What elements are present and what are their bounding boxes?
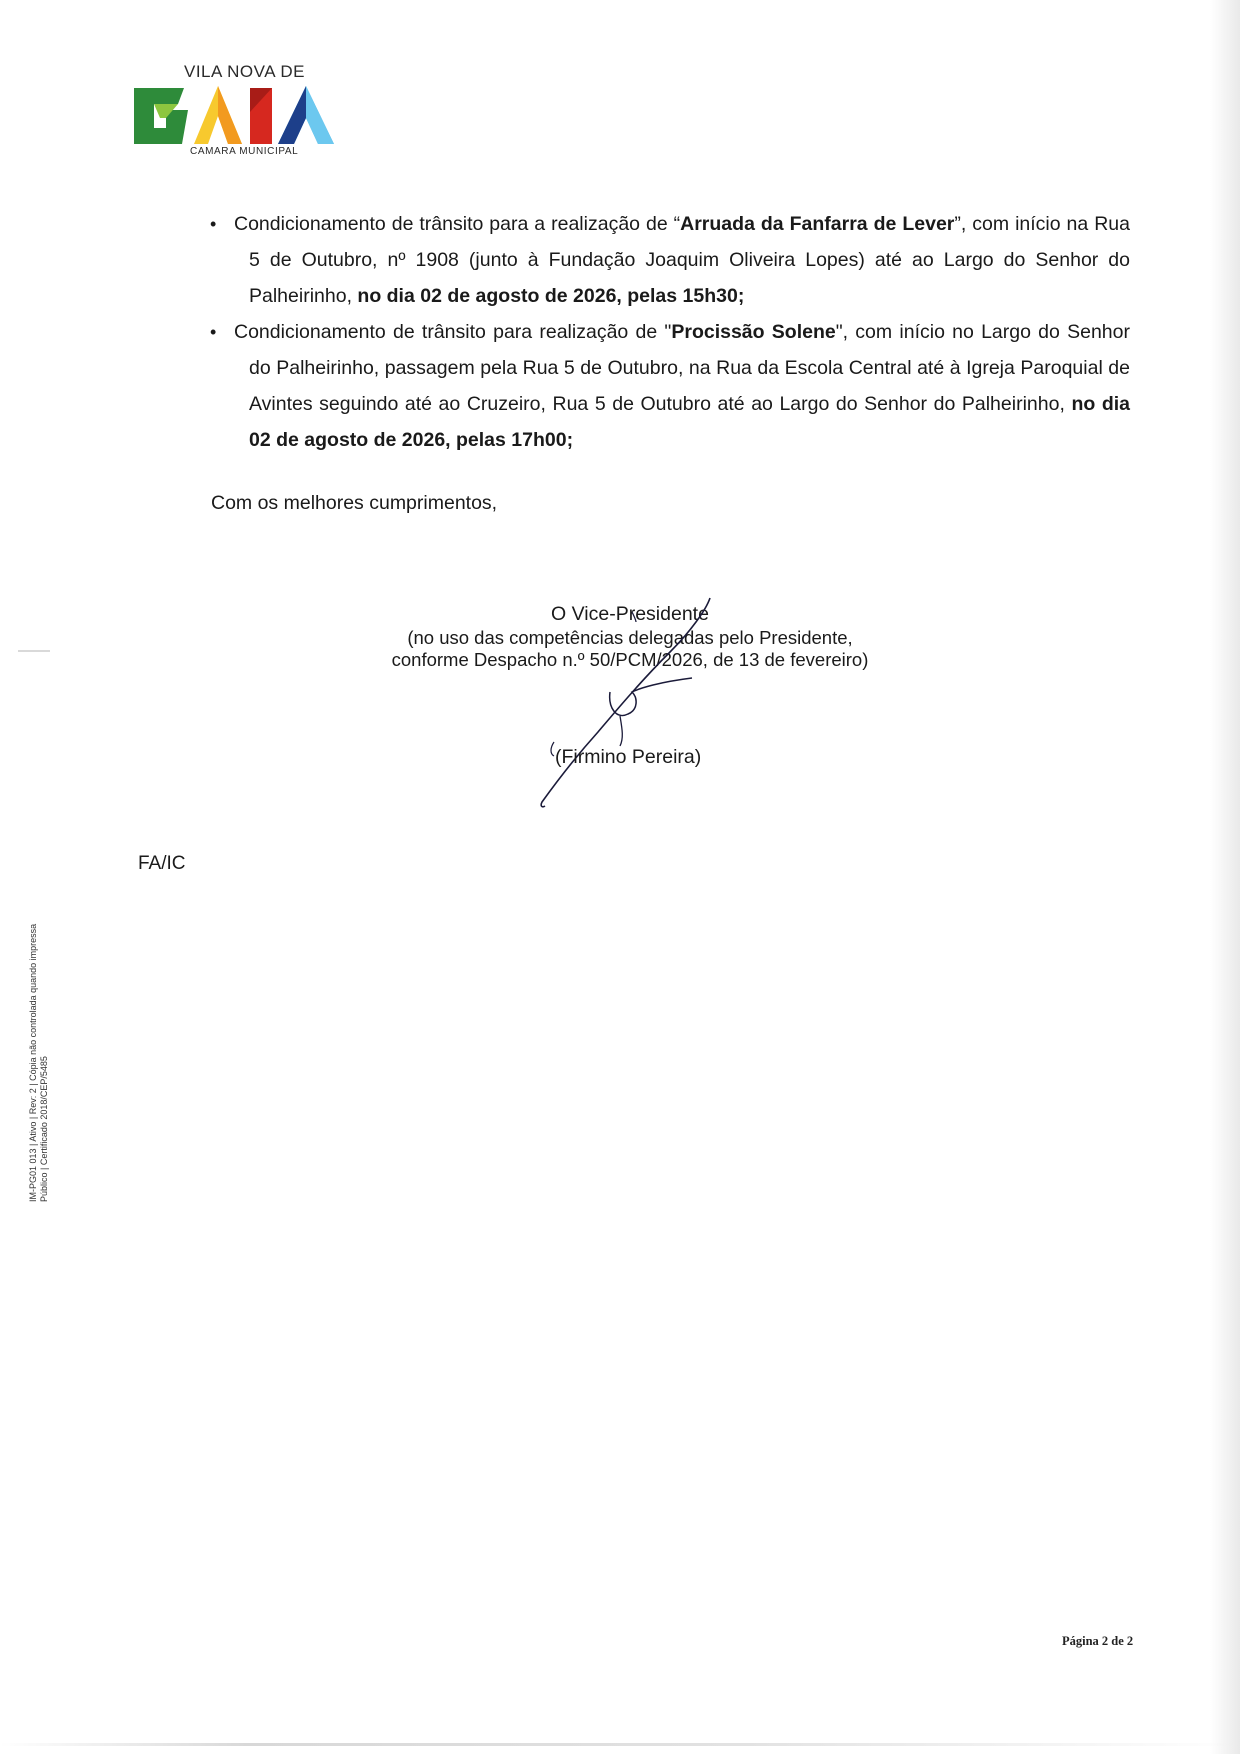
list-item-procissao <box>210 314 1130 458</box>
fold-mark <box>18 650 50 652</box>
items-list <box>210 206 1130 458</box>
signatory-title: O Vice-Presidente <box>551 603 709 625</box>
list-item-arruada <box>210 206 1130 314</box>
event-name: Procissão Solene <box>671 321 836 343</box>
scan-edge-shadow <box>1210 0 1240 1754</box>
page-number: Página 2 de 2 <box>1062 1634 1134 1648</box>
gaia-logo-mark <box>132 84 362 148</box>
delegation-line1: (no uso das competências delegadas pelo Presidente, <box>407 627 853 648</box>
side-control-note <box>28 924 50 1202</box>
handwritten-signature <box>520 592 720 812</box>
bullet-icon: • <box>210 214 217 234</box>
scan-bottom-line <box>0 1743 1240 1746</box>
bullet-icon: • <box>210 322 217 342</box>
item-text: ", com início no Largo do Senhor do Palheirinho, passagem pela Rua 5 de Outubro, na Rua da Escola Central até à Igreja Paroquial de Avintes seguindo até ao Cruzeiro, Rua 5 de Outubro até ao Largo do Senhor do Palheirinho, <box>249 321 1130 415</box>
logo-line1: VILA NOVA DE <box>184 62 305 81</box>
side-note-line2: Público | Certificado 2018/CEP/5485 <box>39 1056 49 1202</box>
event-date: no dia 02 de agosto de 2026, pelas 17h00; <box>249 393 1131 451</box>
side-note-line1: IM-PG01 013 | Ativo | Rev: 2 | Cópia não controlada quando impressa <box>28 923 38 1202</box>
logo-line3: CAMARA MUNICIPAL <box>190 146 299 157</box>
item-text: Condicionamento de trânsito para a realização de “ <box>234 213 681 235</box>
document-reference: FA/IC <box>138 853 186 874</box>
municipal-logo <box>132 60 372 160</box>
delegation-line2: conforme Despacho n.º 50/PCM/2026, de 13 de fevereiro) <box>391 649 869 670</box>
closing-text: Com os melhores cumprimentos, <box>211 492 498 514</box>
signatory-name: (Firmino Pereira) <box>555 746 702 768</box>
item-text: Condicionamento de trânsito para realização de " <box>234 321 672 343</box>
event-date: no dia 02 de agosto de 2026, pelas 15h30; <box>357 285 745 307</box>
item-text: ”, com início na Rua 5 de Outubro, nº 1908 (junto à Fundação Joaquim Oliveira Lopes) até ao Largo do Senhor do Palheirinho, <box>249 213 1130 307</box>
event-name: Arruada da Fanfarra de Lever <box>680 213 955 235</box>
